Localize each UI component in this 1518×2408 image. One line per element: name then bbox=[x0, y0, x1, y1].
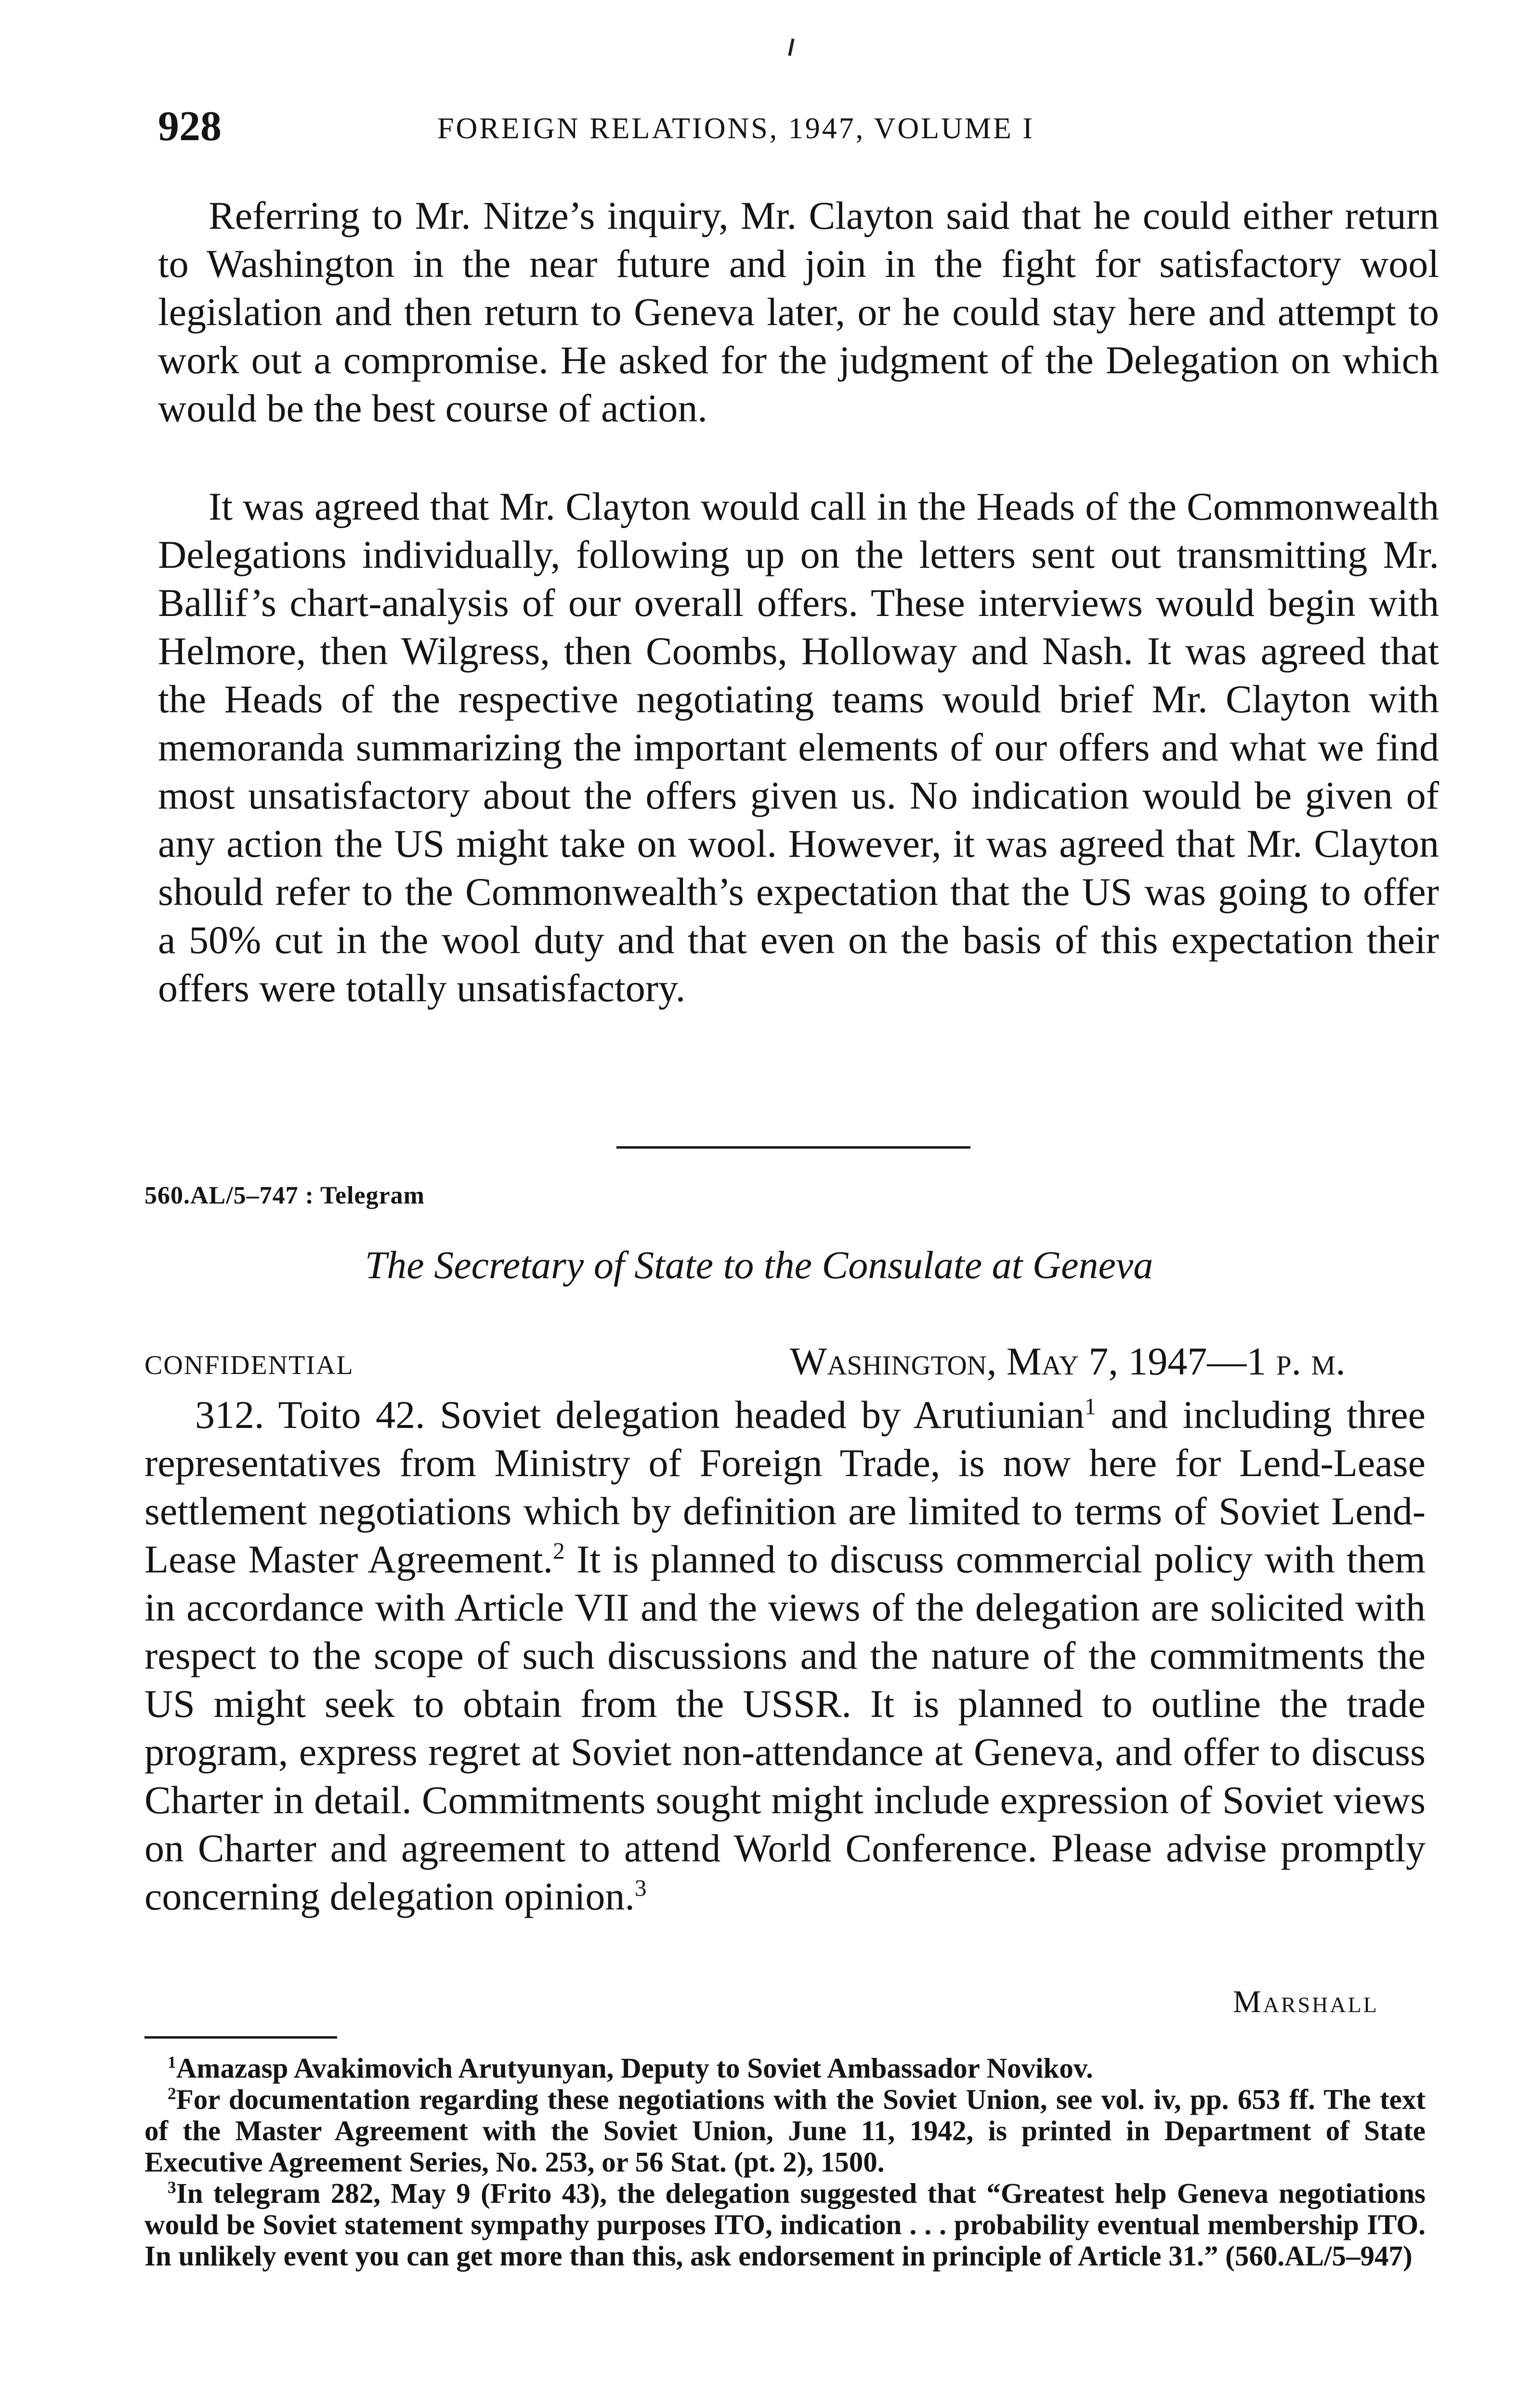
section-divider bbox=[616, 1146, 970, 1149]
body-paragraph: It was agreed that Mr. Clayton would call in the Heads of the Commonwealth Delegations individually, following up on the letters sent out transmitting Mr. Ballif’s chart-analysis of our overall offers. These interviews would begin with Helmore, then Wilgress, then Coombs, Holloway and Nash. It was agreed that the Heads of the respective negotiating teams would brief Mr. Clayton with memoranda summarizing the important elements of our offers and what we find most unsatisfactory about the offers given us. No indication would be given of any action the US might take on wool. However, it was agreed that Mr. Clayton should refer to the Commonwealth’s expectation that the US was going to offer a 50% cut in the wool duty and that even on the basis of this expectation their offers were totally unsatisfactory. bbox=[158, 484, 1439, 1010]
dateline: Washington, May 7, 1947—1 p. m. bbox=[790, 1339, 1346, 1383]
page-number: 928 bbox=[158, 103, 222, 150]
footnote-number: 3 bbox=[168, 2177, 176, 2197]
classification-label: CONFIDENTIAL bbox=[144, 1350, 354, 1380]
document-title: The Secretary of State to the Consulate at Geneva bbox=[365, 1243, 1153, 1287]
footnote-number: 2 bbox=[168, 2083, 176, 2103]
telegram-text: and including three representatives from Ministry of Foreign Trade, is now here for Lend-Lease settlement negotiations which by definition are limited to terms of Soviet Lend-Lease Master Agreement. bbox=[144, 1393, 1426, 1581]
running-head bbox=[158, 100, 1429, 153]
stray-ink-mark bbox=[788, 39, 794, 56]
body-paragraph: Referring to Mr. Nitze’s inquiry, Mr. Clayton said that he could either return to Washington in the near future and join in the fight for satisfactory wool legislation and then return to Geneva later, or he could stay here and attempt to work out a compromise. He asked for the judgment of the Delegation on which would be the best course of action. bbox=[158, 194, 1439, 430]
telegram-text: 312. Toito 42. Soviet delegation headed by Arutiunian bbox=[195, 1393, 1085, 1437]
footnote-text: In telegram 282, May 9 (Frito 43), the delegation suggested that “Greatest help Geneva negotiations would be Soviet statement sympathy purposes ITO, indication . . . probability eventual membership ITO. In unlikely event you can get more than this, ask endorsement in principle of Article 31.” (560.AL/5–947) bbox=[144, 2177, 1426, 2272]
footnote-2 bbox=[144, 2084, 1426, 2178]
footnote-marker: 2 bbox=[553, 1537, 565, 1564]
footnote-text: Amazasp Avakimovich Arutyunyan, Deputy to Soviet Ambassador Novikov. bbox=[176, 2052, 1093, 2084]
telegram-body bbox=[144, 1391, 1426, 1921]
footnotes bbox=[144, 2053, 1426, 2272]
footnote-text: For documentation regarding these negotiations with the Soviet Union, see vol. iv, pp. 653 ff. The text of the Master Agreement with the Soviet Union, June 11, 1942, is printed in Department of State Executive Agreement Series, No. 253, or 56 Stat. (pt. 2), 1500. bbox=[144, 2083, 1426, 2178]
footnote-divider bbox=[144, 2036, 337, 2039]
document-reference: 560.AL/5–747 : Telegram bbox=[144, 1182, 425, 1209]
telegram-text: It is planned to discuss commercial policy with them in accordance with Article VII and the views of the delegation are solicited with respect to the scope of such discussions and the nature of the commitments the US might seek to obtain from the USSR. It is planned to outline the trade program, express regret at Soviet non-attendance at Geneva, and offer to discuss Charter in detail. Commitments sought might include expression of Soviet views on Charter and agreement to attend World Conference. Please advise promptly concerning delegation opinion. bbox=[144, 1537, 1426, 1918]
signature: Marshall bbox=[1233, 1984, 1379, 2019]
footnote-3 bbox=[144, 2178, 1426, 2272]
footnote-1 bbox=[144, 2053, 1426, 2084]
running-title: FOREIGN RELATIONS, 1947, VOLUME I bbox=[437, 112, 1034, 145]
footnote-number: 1 bbox=[168, 2052, 176, 2072]
footnote-marker: 3 bbox=[634, 1874, 647, 1901]
footnote-marker: 1 bbox=[1084, 1393, 1097, 1420]
